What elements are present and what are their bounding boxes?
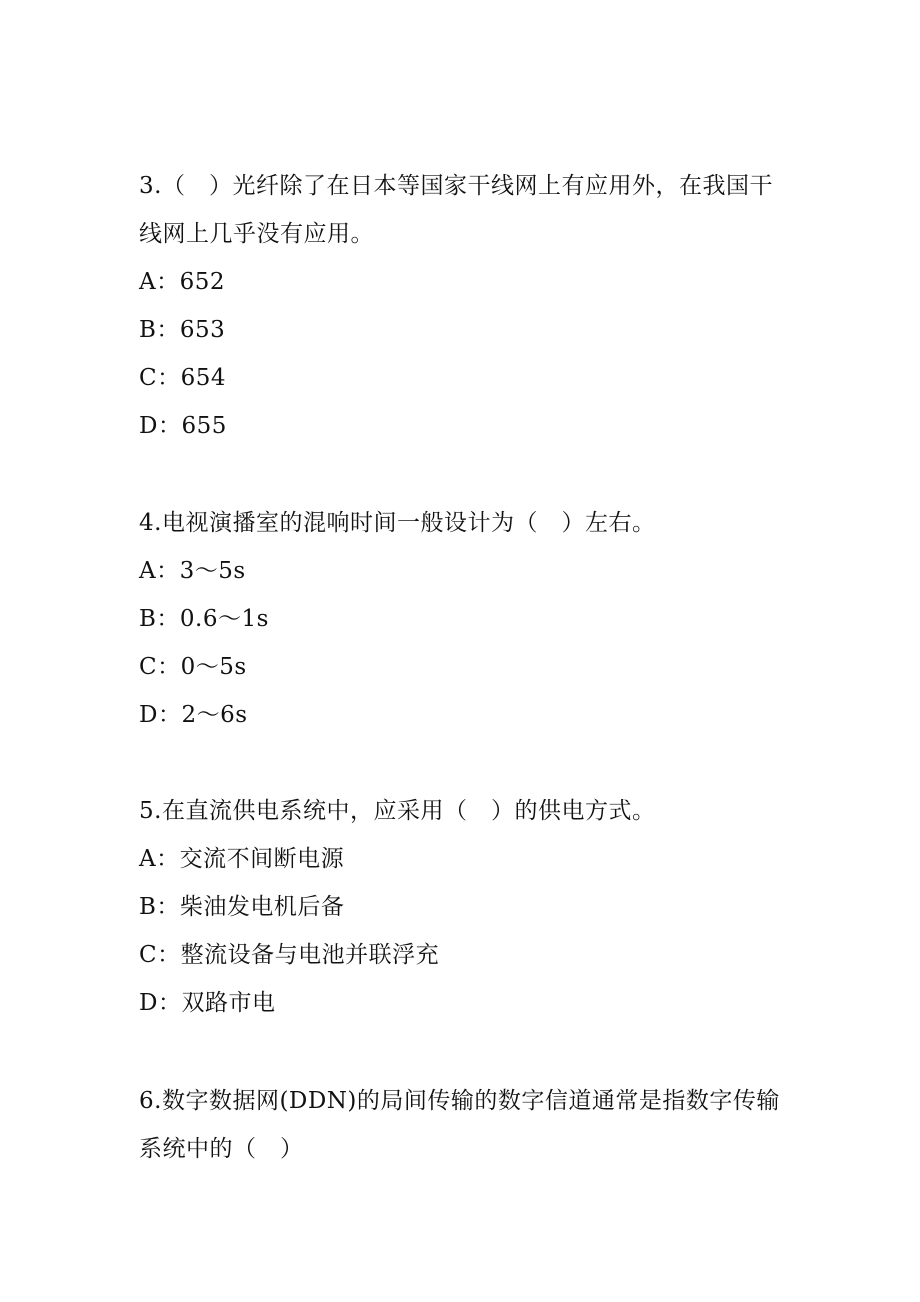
option-b: B：柴油发电机后备 [139, 894, 345, 920]
option-c: C：654 [139, 365, 226, 391]
option-a: A：交流不间断电源 [139, 846, 345, 872]
question-stem: 3.（ ）光纤除了在日本等国家干线网上有应用外，在我国干线网上几乎没有应用。 [139, 173, 773, 247]
option-d: D：655 [139, 413, 227, 439]
option-a: A：3～5s [139, 558, 246, 584]
option-b: B：0.6～1s [139, 606, 269, 632]
option-c: C：0～5s [139, 654, 247, 680]
option-c: C：整流设备与电池并联浮充 [139, 942, 440, 968]
question-3 [139, 162, 789, 450]
question-stem: 4.电视演播室的混响时间一般设计为（ ）左右。 [139, 510, 656, 536]
option-b: B：653 [139, 317, 226, 343]
question-4 [139, 499, 789, 739]
option-a: A：652 [139, 269, 226, 295]
option-d: D：双路市电 [139, 990, 276, 1016]
question-6 [139, 1077, 789, 1173]
option-d: D：2～6s [139, 702, 248, 728]
question-stem: 5.在直流供电系统中，应采用（ ）的供电方式。 [139, 798, 656, 824]
question-5 [139, 787, 789, 1027]
question-stem: 6.数字数据网(DDN)的局间传输的数字信道通常是指数字传输系统中的（ ） [139, 1088, 780, 1162]
